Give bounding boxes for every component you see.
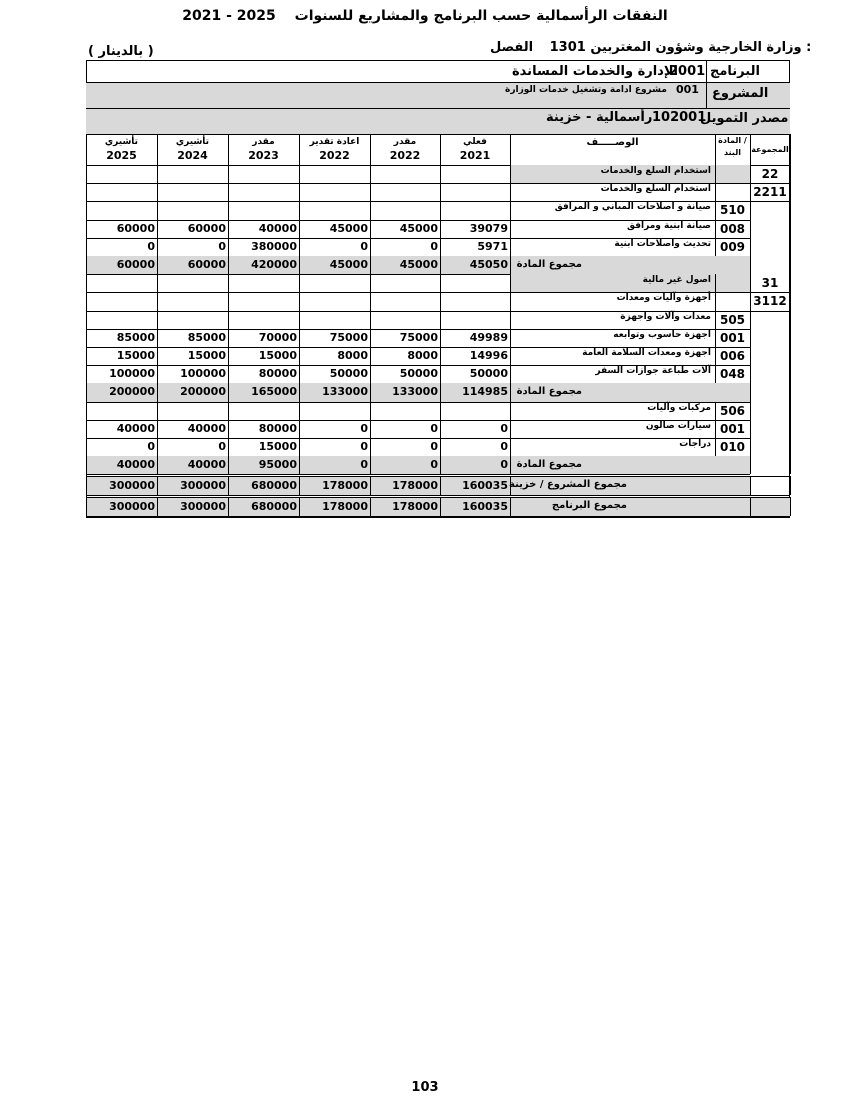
page-number: 103 — [411, 1080, 439, 1095]
item-code: 505 — [719, 313, 746, 327]
col-rule — [440, 201, 441, 220]
total-value-cell: 300000 — [180, 500, 226, 513]
value-cell: 75000 — [399, 331, 438, 344]
program-name: الإدارة والخدمات المساندة — [512, 64, 678, 79]
project-code: 001 — [676, 83, 699, 96]
total-value-cell: 178000 — [322, 500, 368, 513]
value-cell: 85000 — [187, 331, 226, 344]
col-group-header: المجموعة — [751, 145, 789, 154]
line-description: معدات وآلات واجهزة — [620, 312, 711, 322]
col-rule — [228, 201, 229, 220]
value-cell: 0 — [500, 440, 508, 453]
subtotal-label: مجموع المادة — [516, 386, 582, 397]
col-rule — [715, 438, 716, 456]
col-rule — [299, 311, 300, 329]
value-cell: 165000 — [251, 385, 297, 398]
value-cell: 200000 — [109, 385, 155, 398]
col-rule — [299, 274, 300, 292]
value-cell: 8000 — [337, 349, 368, 362]
col-rule — [157, 292, 158, 311]
value-cell: 80000 — [258, 422, 297, 435]
col-rule — [750, 402, 751, 420]
group-code: 3112 — [753, 294, 787, 308]
value-cell: 15000 — [187, 349, 226, 362]
col-rule — [750, 456, 751, 474]
line-description: مركبات وآليات — [647, 403, 711, 413]
col-rule — [157, 201, 158, 220]
value-cell: 85000 — [116, 331, 155, 344]
value-cell: 40000 — [116, 422, 155, 435]
group-code: 22 — [761, 167, 779, 181]
col-rule — [750, 220, 751, 238]
col-rule — [715, 420, 716, 438]
value-cell: 0 — [147, 440, 155, 453]
total-value-cell: 178000 — [322, 479, 368, 492]
funding-code: 102001 — [652, 110, 707, 125]
col-rule — [510, 165, 511, 183]
program-label: البرنامج — [710, 64, 760, 79]
row-rule — [86, 497, 790, 498]
total-value-cell: 680000 — [251, 479, 297, 492]
col-rule — [299, 165, 300, 183]
col-rule — [370, 402, 371, 420]
value-cell: 45000 — [399, 222, 438, 235]
col-rule — [510, 383, 511, 402]
row-rule — [86, 516, 790, 517]
col-rule — [86, 402, 87, 420]
value-cell: 50000 — [469, 367, 508, 380]
col-2024-header: تأشيري 2024 — [175, 137, 210, 162]
col-rule — [750, 365, 751, 383]
value-cell: 100000 — [180, 367, 226, 380]
row-rule — [86, 495, 790, 496]
value-cell: 0 — [430, 440, 438, 453]
col-rule — [228, 402, 229, 420]
line-description: اصول غير مالية — [642, 275, 711, 285]
value-cell: 70000 — [258, 331, 297, 344]
currency-unit: ( بالدينار ) — [88, 44, 154, 59]
value-cell: 0 — [218, 440, 226, 453]
row-rule — [750, 311, 790, 312]
total-value-cell: 300000 — [109, 500, 155, 513]
item-code: 001 — [719, 331, 746, 345]
value-cell: 114985 — [462, 385, 508, 398]
value-cell: 40000 — [258, 222, 297, 235]
program-total-label: مجموع البرنامج — [551, 500, 627, 511]
value-cell: 0 — [430, 422, 438, 435]
col-rule — [715, 292, 716, 311]
line-description: اجهزة حاسوب وتوابعه — [613, 330, 711, 340]
col-rule — [86, 165, 87, 183]
value-cell: 60000 — [187, 258, 226, 271]
value-cell: 0 — [430, 240, 438, 253]
col-rule — [715, 274, 716, 292]
value-cell: 45000 — [399, 258, 438, 271]
col-2023-header: مقدر 2023 — [248, 137, 279, 162]
line-description: صيانة ابنية ومرافق — [627, 221, 711, 231]
value-cell: 8000 — [407, 349, 438, 362]
value-cell: 40000 — [187, 422, 226, 435]
col-2022-header: مقدر 2022 — [389, 137, 421, 162]
value-cell: 15000 — [258, 349, 297, 362]
col-rule — [750, 497, 751, 516]
value-cell: 80000 — [258, 367, 297, 380]
value-cell: 0 — [500, 422, 508, 435]
col-rule — [510, 311, 511, 329]
col-rule — [750, 347, 751, 365]
col-rule — [370, 274, 371, 292]
col-rule — [510, 201, 511, 220]
col-rule — [440, 274, 441, 292]
col-rule — [715, 165, 716, 183]
col-rule — [790, 497, 791, 516]
col-rule — [370, 292, 371, 311]
col-rule — [157, 183, 158, 201]
col-rule — [715, 347, 716, 365]
col-rule — [510, 438, 511, 456]
col-rule — [157, 165, 158, 183]
col-desc-header: الوصـــــف — [586, 137, 639, 148]
funding-label: مصدر التمويل — [700, 111, 789, 126]
col-rule — [228, 165, 229, 183]
col-rule — [715, 238, 716, 256]
total-value-cell: 300000 — [180, 479, 226, 492]
col-rule — [750, 183, 751, 201]
value-cell: 75000 — [329, 331, 368, 344]
col-rule — [440, 311, 441, 329]
program-code: 2001 — [669, 64, 706, 79]
col-rule — [228, 292, 229, 311]
col-rule — [750, 292, 751, 311]
col-rule — [750, 383, 751, 402]
item-code: 510 — [719, 203, 746, 217]
col-rule — [510, 497, 511, 516]
col-2025-header: تأشيري 2025 — [104, 137, 139, 162]
item-code: 001 — [719, 422, 746, 436]
col-rule — [510, 347, 511, 365]
total-value-cell: 300000 — [109, 479, 155, 492]
value-cell: 15000 — [258, 440, 297, 453]
item-code: 506 — [719, 404, 746, 418]
col-rule — [440, 183, 441, 201]
col-rule — [86, 201, 87, 220]
value-cell: 45000 — [329, 222, 368, 235]
value-cell: 380000 — [251, 240, 297, 253]
item-code: 048 — [719, 367, 746, 381]
value-cell: 5971 — [477, 240, 508, 253]
col-rule — [750, 201, 751, 220]
col-rule — [750, 329, 751, 347]
col-2022-reestimate-header: اعادة تقدير 2022 — [309, 137, 360, 162]
col-rule — [510, 329, 511, 347]
total-value-cell: 178000 — [392, 479, 438, 492]
col-rule — [228, 183, 229, 201]
col-rule — [370, 165, 371, 183]
value-cell: 0 — [360, 440, 368, 453]
col-rule — [510, 292, 511, 311]
value-cell: 0 — [360, 240, 368, 253]
col-rule — [228, 274, 229, 292]
value-cell: 95000 — [258, 458, 297, 471]
col-rule — [157, 402, 158, 420]
line-description: اجهزة ومعدات السلامة العامة — [582, 348, 711, 358]
line-description: استخدام السلع والخدمات — [600, 166, 711, 176]
value-cell: 0 — [218, 240, 226, 253]
row-rule — [86, 134, 790, 135]
value-cell: 100000 — [109, 367, 155, 380]
col-rule — [370, 201, 371, 220]
item-code: 006 — [719, 349, 746, 363]
value-cell: 0 — [147, 240, 155, 253]
col-rule — [440, 402, 441, 420]
col-rule — [715, 220, 716, 238]
project-name: مشروع ادامة وتشغيل خدمات الوزارة — [505, 85, 667, 95]
value-cell: 133000 — [392, 385, 438, 398]
value-cell: 0 — [500, 458, 508, 471]
value-cell: 60000 — [116, 258, 155, 271]
row-rule — [86, 476, 790, 477]
title-text: النفقات الرأسمالية حسب البرنامج والمشاريع للسنوات — [294, 8, 668, 24]
col-rule — [715, 402, 716, 420]
col-rule — [715, 183, 716, 201]
item-code: 010 — [719, 440, 746, 454]
total-value-cell: 160035 — [462, 479, 508, 492]
col-rule — [510, 274, 511, 292]
col-rule — [299, 201, 300, 220]
line-description: دراجات — [679, 439, 711, 449]
value-cell: 45000 — [329, 258, 368, 271]
total-value-cell: 160035 — [462, 500, 508, 513]
chapter-code: 1301 — [549, 40, 586, 55]
col-rule — [510, 238, 511, 256]
col-rule — [510, 220, 511, 238]
line-description: صيانة و اصلاحات المباني و المرافق — [554, 202, 711, 212]
col-rule — [157, 311, 158, 329]
value-cell: 0 — [360, 422, 368, 435]
col-rule — [715, 311, 716, 329]
col-rule — [299, 183, 300, 201]
col-rule — [157, 274, 158, 292]
col-rule — [510, 402, 511, 420]
value-cell: 0 — [360, 458, 368, 471]
title-years: 2021 - 2025 — [182, 8, 276, 24]
col-rule — [510, 256, 511, 274]
group-code: 31 — [761, 276, 779, 290]
col-rule — [790, 476, 791, 495]
project-label: المشروع — [712, 86, 769, 101]
value-cell: 60000 — [187, 222, 226, 235]
row-rule — [750, 183, 790, 184]
col-rule — [510, 420, 511, 438]
col-rule — [790, 134, 791, 165]
col-rule — [790, 165, 791, 474]
col-rule — [86, 292, 87, 311]
col-rule — [750, 420, 751, 438]
line-description: أجهزة وآليات ومعدات — [616, 293, 711, 303]
total-value-cell: 178000 — [392, 500, 438, 513]
line-description: آلات طباعة جوازات السفر — [595, 366, 711, 376]
value-cell: 60000 — [116, 222, 155, 235]
value-cell: 200000 — [180, 385, 226, 398]
col-rule — [750, 476, 751, 495]
value-cell: 0 — [430, 458, 438, 471]
line-description: استخدام السلع والخدمات — [600, 184, 711, 194]
value-cell: 50000 — [329, 367, 368, 380]
col-rule — [370, 311, 371, 329]
col-rule — [510, 456, 511, 474]
line-description: تحديث واصلاحات ابنية — [614, 239, 711, 249]
value-cell: 40000 — [116, 458, 155, 471]
row-rule — [750, 201, 790, 202]
col-rule — [440, 165, 441, 183]
col-rule — [715, 329, 716, 347]
total-value-cell: 680000 — [251, 500, 297, 513]
col-item-header: المادة / البند — [718, 136, 747, 157]
col-rule — [750, 238, 751, 256]
col-rule — [510, 183, 511, 201]
item-code: 009 — [719, 240, 746, 254]
subtotal-label: مجموع المادة — [516, 259, 582, 270]
col-2021-header: فعلي 2021 — [459, 137, 491, 162]
value-cell: 133000 — [322, 385, 368, 398]
line-description: سيارات صالون — [645, 421, 711, 431]
value-cell: 14996 — [469, 349, 508, 362]
col-rule — [86, 311, 87, 329]
col-rule — [440, 292, 441, 311]
col-rule — [510, 365, 511, 383]
value-cell: 45050 — [469, 258, 508, 271]
row-rule — [86, 474, 750, 475]
value-cell: 15000 — [116, 349, 155, 362]
col-rule — [750, 311, 751, 329]
col-rule — [750, 256, 751, 274]
item-code: 008 — [719, 222, 746, 236]
col-rule — [750, 438, 751, 456]
value-cell: 39079 — [469, 222, 508, 235]
col-rule — [228, 311, 229, 329]
col-rule — [86, 274, 87, 292]
col-rule — [370, 183, 371, 201]
value-cell: 50000 — [399, 367, 438, 380]
subtotal-label: مجموع المادة — [516, 459, 582, 470]
value-cell: 40000 — [187, 458, 226, 471]
funding-name: رأسمالية - خزينة — [546, 110, 653, 125]
chapter-name: وزارة الخارجية وشؤون المغتربين — [590, 40, 802, 55]
col-rule — [750, 274, 751, 292]
col-rule — [715, 201, 716, 220]
col-rule — [299, 402, 300, 420]
row-rule — [750, 292, 790, 293]
value-cell: 420000 — [251, 258, 297, 271]
value-cell: 49989 — [469, 331, 508, 344]
group-code: 2211 — [753, 185, 787, 199]
col-rule — [750, 165, 751, 183]
project-total-label: مجموع المشروع / خزينة — [509, 479, 627, 490]
col-rule — [715, 365, 716, 383]
col-rule — [299, 292, 300, 311]
col-rule — [86, 183, 87, 201]
chapter-label: الفصل : — [490, 40, 812, 55]
